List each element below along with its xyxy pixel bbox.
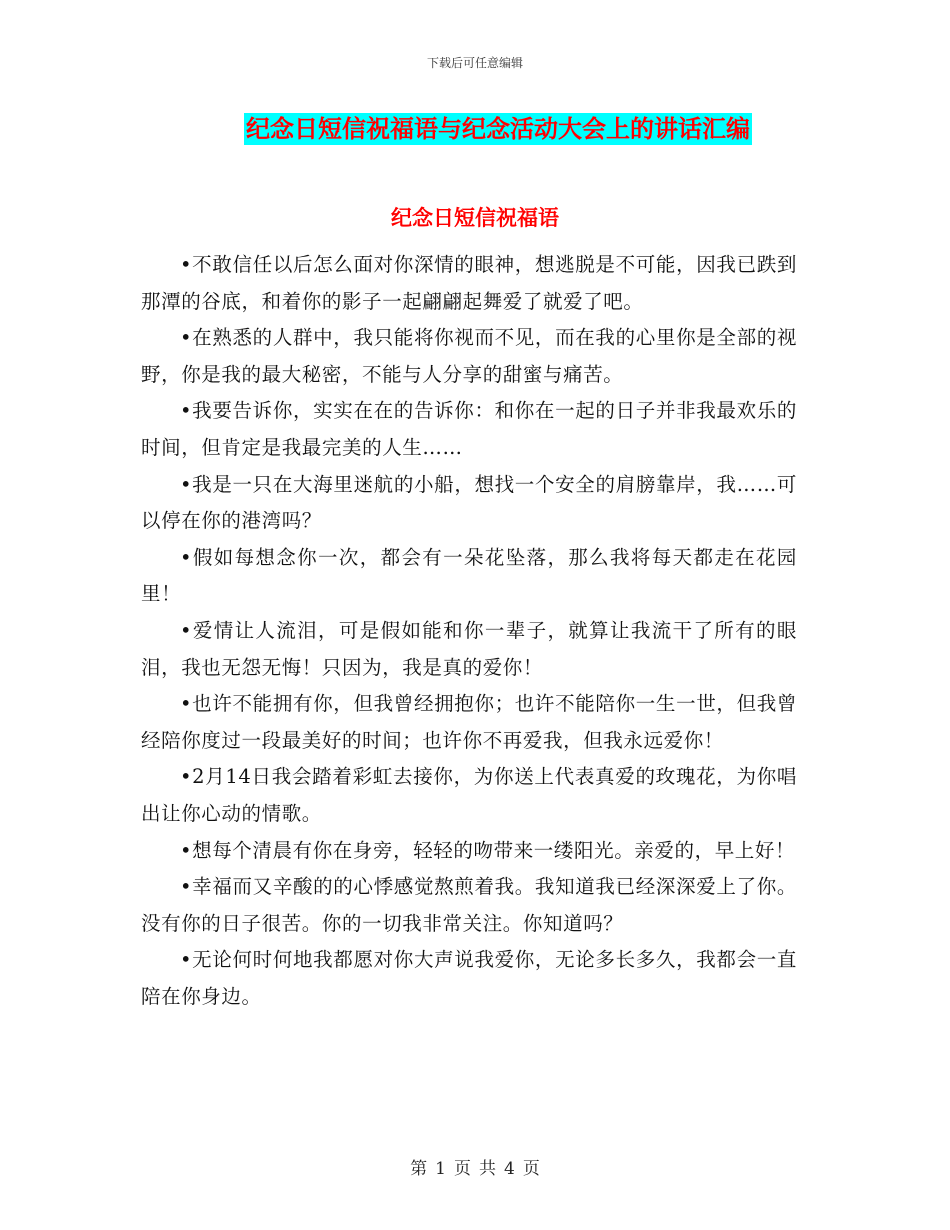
paragraph: •在熟悉的人群中，我只能将你视而不见，而在我的心里你是全部的视野，你是我的最大秘密，不能与人分享的甜蜜与痛苦。 (141, 326, 797, 386)
main-title-container (0, 113, 950, 145)
paragraph: •2月14日我会踏着彩虹去接你，为你送上代表真爱的玫瑰花，为你唱出让你心动的情歌。 (141, 765, 797, 825)
footer-total-label: 共 (479, 1159, 496, 1179)
paragraph: •无论何时何地我都愿对你大声说我爱你，无论多长多久，我都会一直陪在你身边。 (141, 948, 797, 1008)
footer-page-label: 页 (454, 1159, 471, 1179)
footer-suffix: 页 (522, 1159, 540, 1179)
paragraph: •幸福而又辛酸的的心悸感觉熬煎着我。我知道我已经深深爱上了你。没有你的日子很苦。你的一切我非常关注。你知道吗？ (141, 875, 797, 935)
paragraph: •想每个清晨有你在身旁，轻轻的吻带来一缕阳光。亲爱的，早上好！ (180, 838, 796, 862)
paragraph: •爱情让人流泪，可是假如能和你一辈子，就算让我流干了所有的眼泪，我也无怨无悔！只因为，我是真的爱你！ (141, 618, 797, 679)
document-body (141, 247, 797, 1015)
paragraph: •假如每想念你一次，都会有一朵花坠落，那么我将每天都走在花园里！ (141, 545, 797, 606)
footer-total-pages: 4 (504, 1159, 515, 1179)
paragraph: •不敢信任以后怎么面对你深情的眼神，想逃脱是不可能，因我已跌到那潭的谷底，和着你的影子一起翩翩起舞爱了就爱了吧。 (141, 253, 797, 313)
page-footer (0, 1154, 950, 1179)
footer-prefix: 第 (410, 1159, 428, 1179)
header-note: 下载后可任意编辑 (426, 56, 523, 70)
footer-page-number: 1 (435, 1159, 446, 1179)
paragraph: •我要告诉你，实实在在的告诉你：和你在一起的日子并非我最欢乐的时间，但肯定是我最完美的人生…… (141, 399, 797, 459)
paragraph: •也许不能拥有你，但我曾经拥抱你；也许不能陪你一生一世，但我曾经陪你度过一段最美好的时间；也许你不再爱我，但我永远爱你！ (141, 692, 797, 752)
main-title: 纪念日短信祝福语与纪念活动大会上的讲话汇编 (246, 115, 750, 143)
paragraph: •我是一只在大海里迷航的小船，想找一个安全的肩膀靠岸，我……可以停在你的港湾吗？ (141, 472, 797, 533)
section-title: 纪念日短信祝福语 (391, 206, 559, 230)
